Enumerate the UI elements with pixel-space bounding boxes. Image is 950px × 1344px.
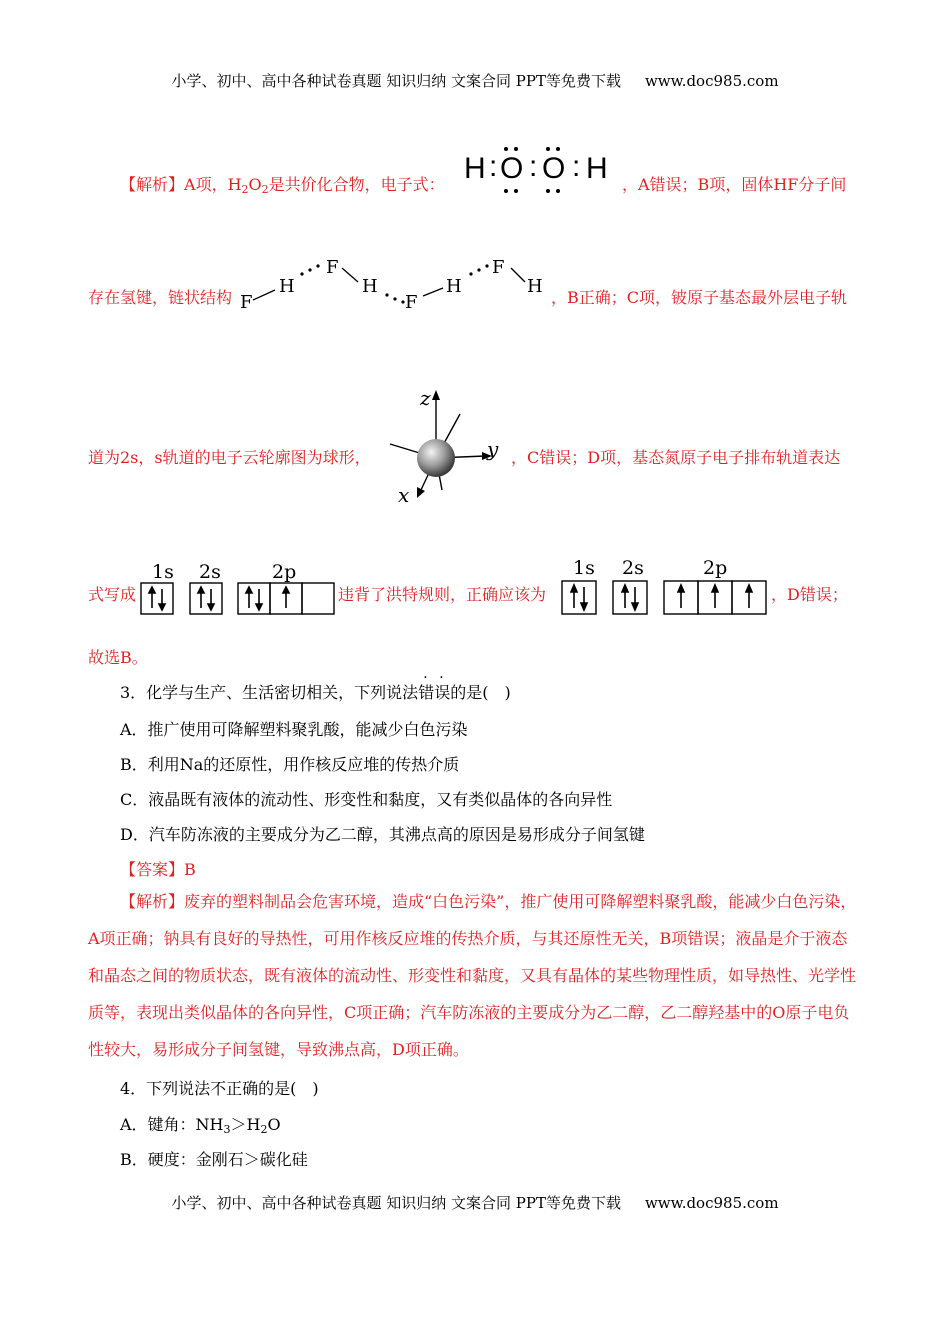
label-1s: 1s: [573, 557, 595, 579]
hf-h3: H: [446, 276, 462, 297]
analysis-tag: 【解析】: [120, 175, 185, 194]
q3-stem: [120, 680, 511, 703]
text: A．键角：NH: [120, 1115, 224, 1134]
q2-line4-post: ，D错误；: [771, 585, 848, 604]
q2-line1-tail: ，A错误；B项，固体HF分子间: [622, 175, 847, 194]
hf-h1: H: [279, 276, 295, 297]
axis-x-label: x: [398, 483, 410, 507]
axis-y-label: y: [487, 437, 499, 461]
header-site: www.doc985.com: [644, 72, 779, 90]
label-2s: 2s: [199, 561, 221, 583]
subscript: 2: [260, 1123, 268, 1136]
text: A项，: [184, 175, 228, 194]
footer-site: www.doc985.com: [644, 1194, 779, 1212]
q3-option-c: C．液晶既有液体的流动性、形变性和黏度，又有类似晶体的各向异性: [120, 790, 613, 809]
hf-f4: F: [492, 257, 505, 278]
emphasis-char: 错: [418, 683, 435, 702]
hf-f1: F: [240, 292, 253, 313]
lewis-h1: H: [464, 152, 486, 185]
q3-option-d: D．汽车防冻液的主要成分为乙二醇，其沸点高的原因是易形成分子间氢键: [120, 825, 645, 844]
lewis-o1: O: [500, 152, 524, 185]
hf-h4: H: [527, 276, 543, 297]
q4-option-b: B．硬度：金刚石＞碳化硅: [120, 1150, 308, 1169]
lewis-h2: H: [586, 152, 608, 185]
q2-line2-pre: 存在氢键，链状结构: [88, 288, 233, 307]
text: 的是( ): [450, 683, 511, 702]
text: ＞H: [230, 1115, 261, 1134]
label-1s: 1s: [152, 561, 174, 583]
q4-option-a: [120, 1112, 281, 1136]
hf-h2: H: [362, 276, 378, 297]
q3-option-a: A．推广使用可降解塑料聚乳酸，能减少白色污染: [120, 720, 468, 739]
q3-option-b: B．利用Na的还原性，用作核反应堆的传热介质: [120, 755, 460, 774]
q4-stem: 4．下列说法不正确的是( ): [120, 1079, 319, 1098]
text: O: [267, 1115, 281, 1134]
footer-text: 小学、初中、高中各种试卷真题 知识归纳 文案合同 PPT等免费下载: [171, 1194, 621, 1212]
page-header: [0, 70, 950, 91]
label-2s: 2s: [622, 557, 644, 579]
label-2p: 2p: [272, 561, 297, 583]
text: 3．化学与生产、生活密切相关，下列说法: [120, 683, 419, 702]
lewis-colon: :: [529, 150, 538, 183]
hf-f3: F: [405, 292, 418, 313]
lewis-colon: :: [572, 150, 581, 183]
q2-line3-post: ，C错误；D项，基态氮原子电子排布轨道表达: [511, 448, 841, 467]
q3-analysis: 【解析】废弃的塑料制品会危害环境，造成“白色污染”，推广使用可降解塑料聚乳酸，能减少白色污染，A项正确；钠具有良好的导热性，可用作核反应堆的传热介质，与其还原性无关，B项错误；液晶是介于液态和晶态之间的物质状态，既有液体的流动性、形变性和黏度，又具有晶体的某些物理性质，如导热性、光学性质等，表现出类似晶体的各向异性，C项正确；汽车防冻液的主要成分为乙二醇，乙二醇羟基中的O原子电负性较大，易形成分子间氢键，导致沸点高，D项正确。: [88, 892, 857, 1059]
hf-f2: F: [326, 257, 339, 278]
q2-line3-pre: 道为2s，s轨道的电子云轮廓图为球形，: [88, 448, 371, 467]
emphasis-char: 误: [434, 683, 451, 702]
lewis-o2: O: [542, 152, 566, 185]
q3-answer: 【答案】B: [120, 860, 196, 879]
subscript: 2: [241, 183, 249, 196]
q2-line4-pre: 式写成: [88, 585, 137, 604]
subscript: 2: [261, 183, 269, 196]
header-text: 小学、初中、高中各种试卷真题 知识归纳 文案合同 PPT等免费下载: [171, 72, 621, 90]
lewis-colon: :: [489, 150, 498, 183]
q2-conclusion: 故选B。: [88, 648, 148, 667]
page-footer: [0, 1192, 950, 1213]
text: 是共价化合物，电子式：: [268, 175, 445, 194]
axis-z-label: z: [420, 386, 431, 410]
text: O: [248, 175, 262, 194]
subscript: 3: [223, 1123, 231, 1136]
orbital-boxes: [561, 580, 771, 616]
q2-line4-mid: 违背了洪特规则，正确应该为: [338, 585, 547, 604]
label-2p: 2p: [703, 557, 728, 579]
q2-line2-post: ，B正确；C项，铍原子基态最外层电子轨: [551, 288, 848, 307]
text: H: [227, 175, 242, 194]
lone-pair-dots: [495, 144, 575, 196]
orbital-boxes: [140, 582, 340, 616]
q2-analysis-line1: [120, 172, 445, 196]
